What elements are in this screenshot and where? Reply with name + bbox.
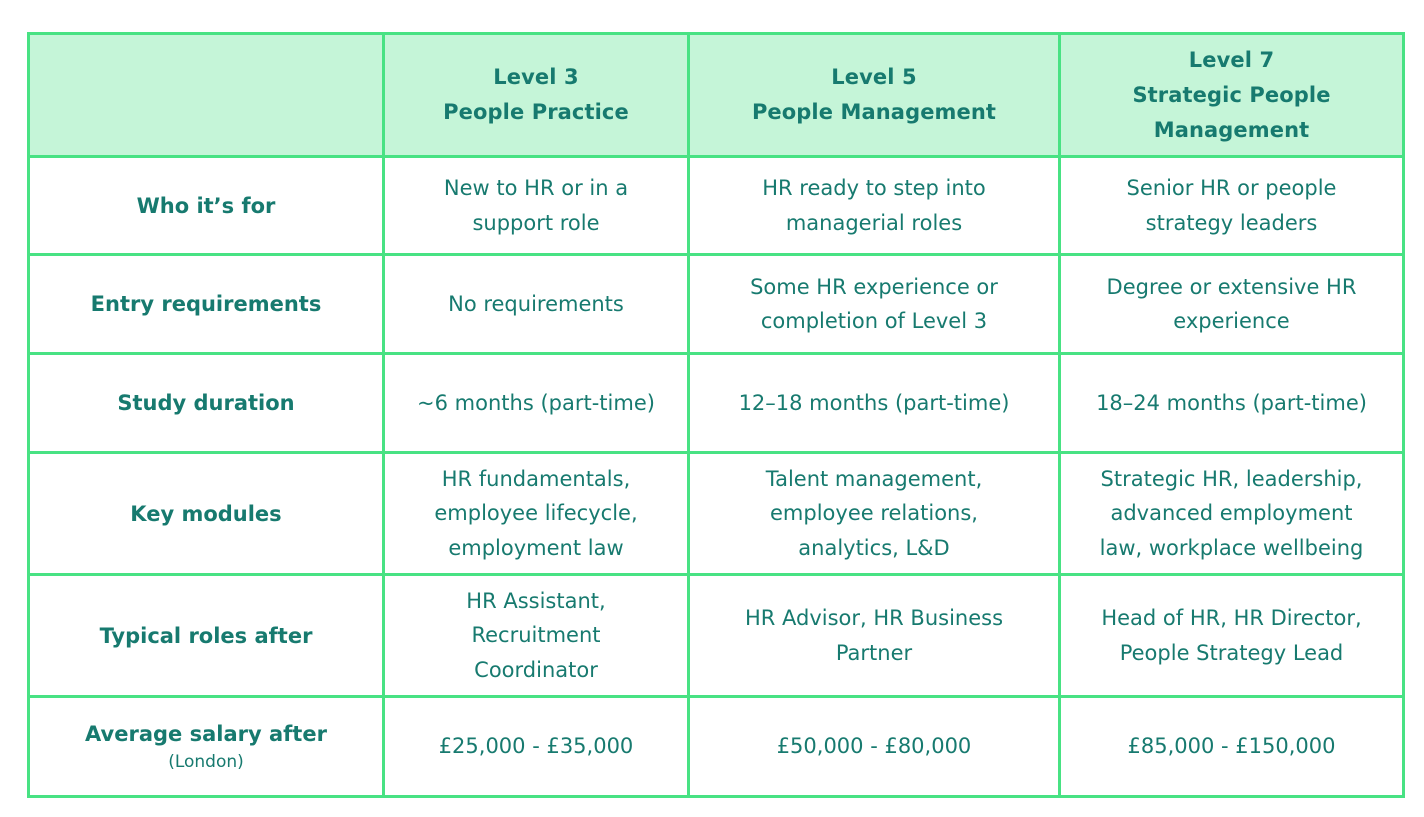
row-label — [29, 354, 384, 453]
header-level-3 — [384, 34, 689, 157]
cell-line: Partner — [835, 640, 913, 665]
cell-level-5 — [689, 255, 1060, 354]
cell-line: advanced employment — [1110, 501, 1353, 526]
cell-line: ~6 months (part-time) — [417, 390, 655, 415]
header-level-7-title: Level 7 — [1188, 47, 1275, 72]
table-row-key-modules — [29, 453, 1404, 575]
cell-level-5 — [689, 354, 1060, 453]
table-row-typical-roles — [29, 575, 1404, 697]
cell-level-7 — [1060, 697, 1404, 797]
cell-level-5 — [689, 697, 1060, 797]
cell-level-3 — [384, 453, 689, 575]
cell-level-7 — [1060, 575, 1404, 697]
cell-line: Some HR experience or — [750, 274, 998, 299]
header-level-3-title: Level 3 — [493, 65, 579, 89]
row-label — [29, 453, 384, 575]
header-level-7 — [1060, 34, 1404, 157]
row-label-text: Key modules — [130, 501, 282, 526]
header-level-7-subtitle-1: Strategic People — [1132, 82, 1331, 107]
cell-line: Recruitment — [471, 623, 601, 648]
cell-line: employee lifecycle, — [434, 501, 638, 526]
header-level-3-subtitle: People Practice — [443, 100, 629, 124]
cell-level-7 — [1060, 354, 1404, 453]
cell-level-7 — [1060, 157, 1404, 255]
header-level-7-subtitle-2: Management — [1153, 117, 1310, 142]
row-label — [29, 255, 384, 354]
cell-level-7 — [1060, 255, 1404, 354]
header-corner-cell — [29, 34, 384, 157]
cell-level-3 — [384, 697, 689, 797]
cell-line: employee relations, — [770, 501, 978, 526]
cell-line: law, workplace wellbeing — [1099, 535, 1364, 560]
cell-line: Talent management, — [765, 466, 983, 491]
cell-line: £85,000 - £150,000 — [1127, 734, 1336, 759]
row-label — [29, 697, 384, 797]
cell-line: Head of HR, HR Director, — [1101, 606, 1362, 630]
cell-line: HR fundamentals, — [441, 466, 631, 491]
row-label-text: Who it’s for — [136, 193, 276, 218]
row-label — [29, 157, 384, 255]
cell-line: strategy leaders — [1145, 210, 1318, 235]
cell-line: People Strategy Lead — [1119, 640, 1344, 665]
row-label — [29, 575, 384, 697]
cell-line: HR ready to step into — [762, 176, 986, 200]
table-header-row — [29, 34, 1404, 157]
row-sublabel-text: (London) — [168, 751, 244, 772]
cell-line: support role — [472, 210, 600, 235]
cell-line: HR Assistant, — [466, 588, 606, 613]
cell-level-5 — [689, 575, 1060, 697]
cell-line: completion of Level 3 — [760, 309, 988, 333]
cell-line: £25,000 - £35,000 — [438, 734, 634, 759]
cell-level-3 — [384, 575, 689, 697]
row-label-text: Study duration — [117, 391, 295, 415]
table-row-average-salary — [29, 697, 1404, 797]
table-row-study-duration — [29, 354, 1404, 453]
cell-level-5 — [689, 157, 1060, 255]
cell-level-3 — [384, 354, 689, 453]
cell-line: No requirements — [448, 291, 624, 316]
table-row-who-its-for — [29, 157, 1404, 255]
cell-level-5 — [689, 453, 1060, 575]
header-level-5 — [689, 34, 1060, 157]
cell-line: £50,000 - £80,000 — [776, 734, 972, 759]
cell-line: Degree or extensive HR — [1106, 274, 1357, 299]
cell-level-7 — [1060, 453, 1404, 575]
cell-level-3 — [384, 157, 689, 255]
table-row-entry-requirements — [29, 255, 1404, 354]
cell-line: 18–24 months (part-time) — [1096, 390, 1367, 415]
cell-line: 12–18 months (part-time) — [738, 390, 1010, 415]
row-label-text: Average salary after — [85, 721, 327, 746]
row-label-text: Entry requirements — [90, 292, 322, 316]
cell-line: Coordinator — [474, 657, 598, 682]
cell-line: analytics, L&D — [798, 535, 950, 560]
header-level-5-title: Level 5 — [831, 65, 917, 89]
cell-line: HR Advisor, HR Business — [744, 606, 1004, 630]
cell-line: Senior HR or people — [1126, 176, 1337, 200]
cell-line: managerial roles — [785, 210, 963, 235]
header-level-5-subtitle: People Management — [751, 100, 997, 124]
cell-line: Strategic HR, leadership, — [1100, 466, 1363, 491]
row-label-text: Typical roles after — [99, 623, 313, 648]
cell-line: experience — [1173, 309, 1290, 333]
hr-qualification-comparison-table — [27, 32, 1405, 798]
cell-line: New to HR or in a — [443, 176, 629, 200]
cell-level-3 — [384, 255, 689, 354]
cell-line: employment law — [448, 535, 624, 560]
